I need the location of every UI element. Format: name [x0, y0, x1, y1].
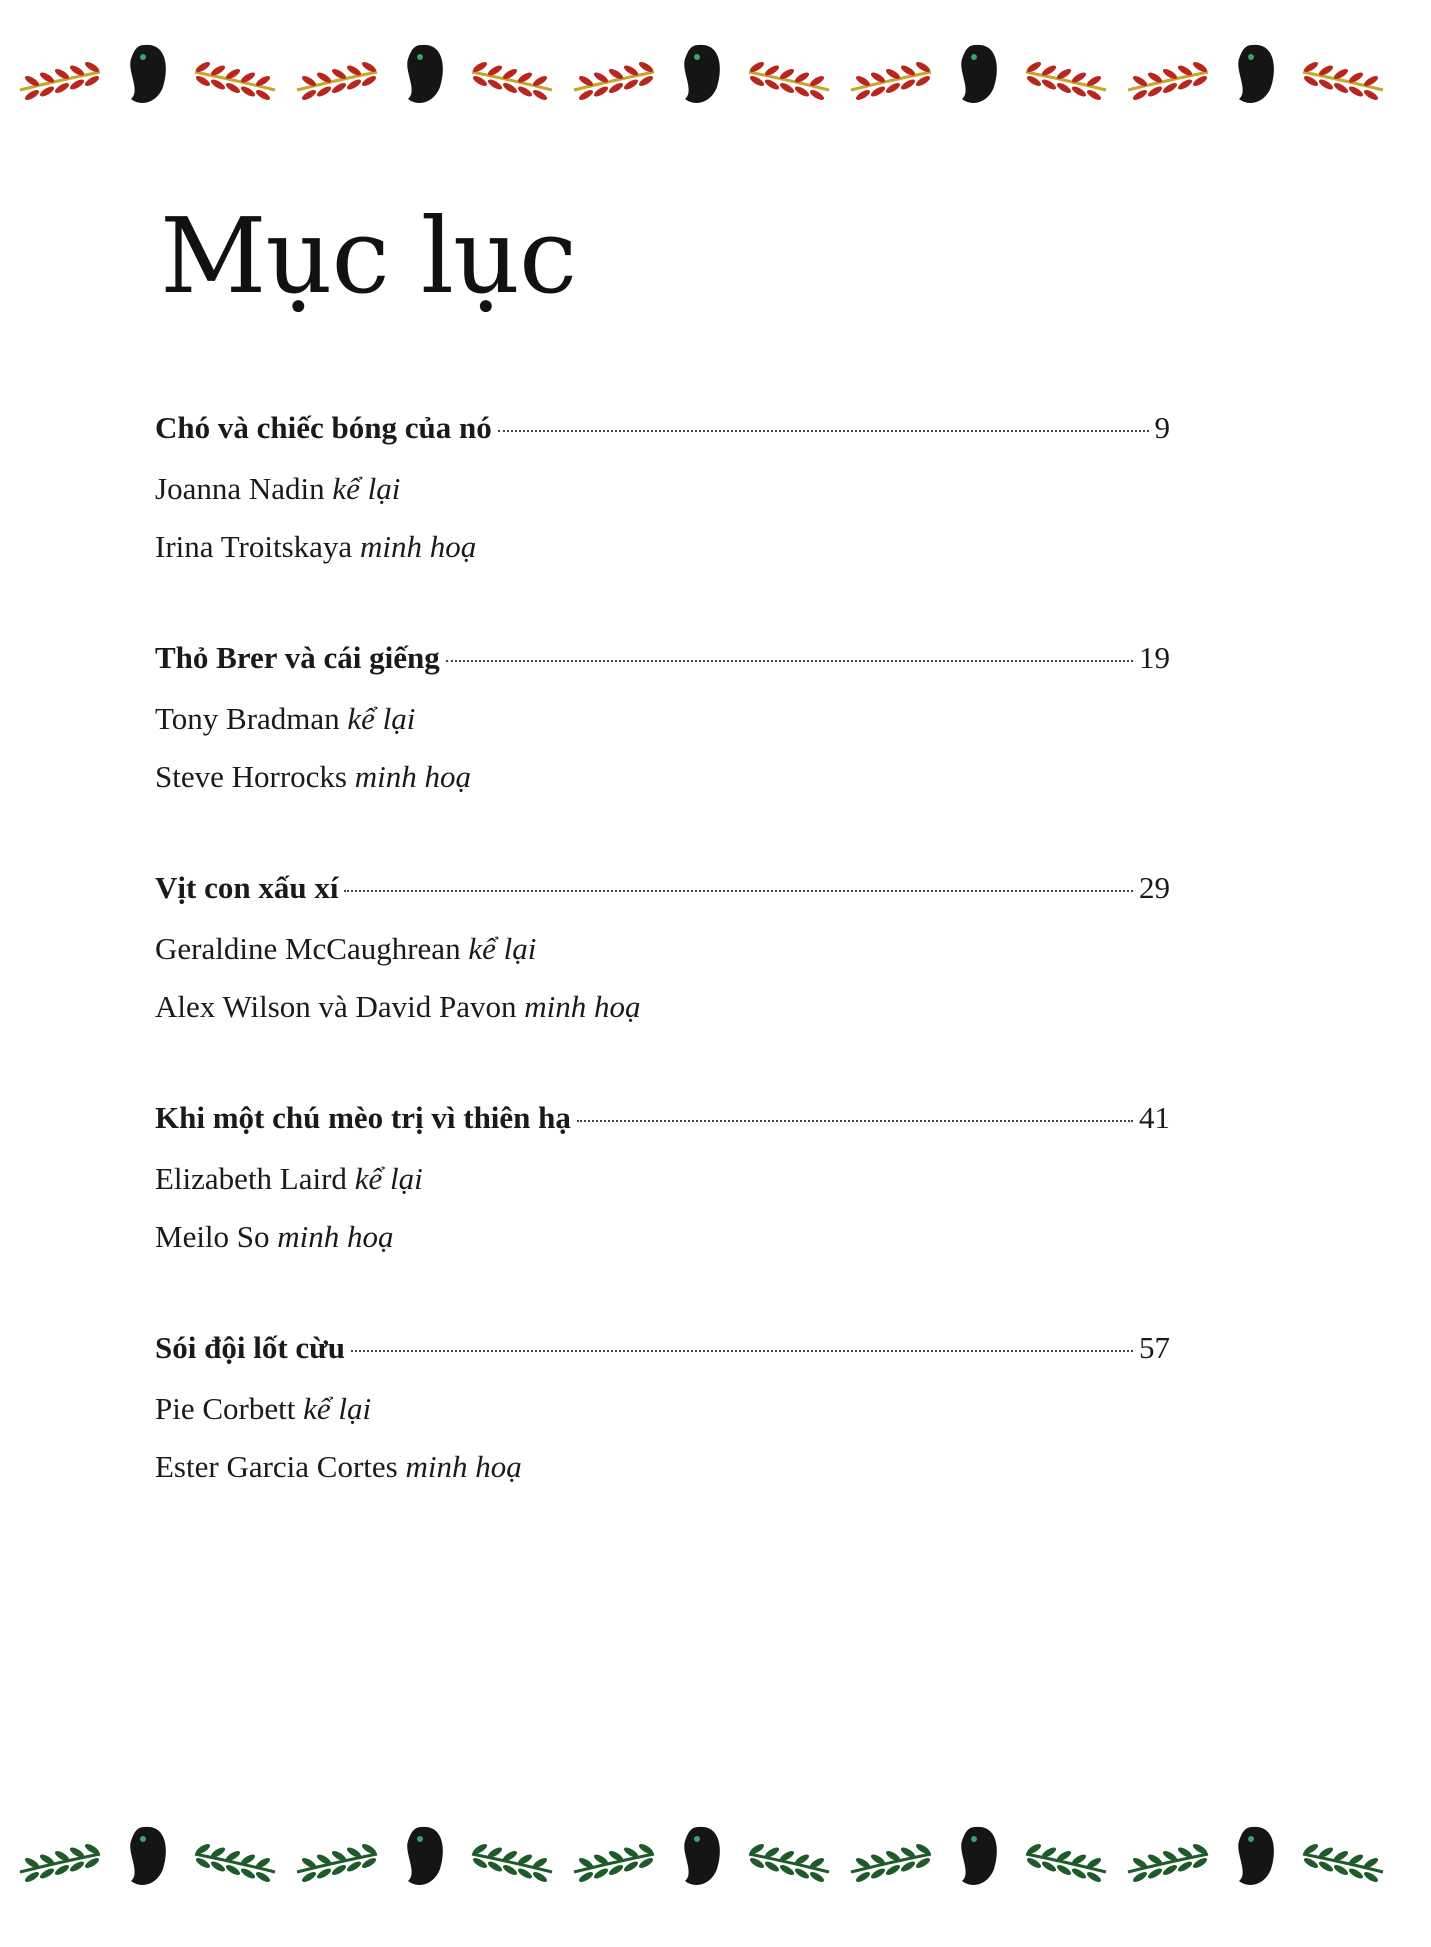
author-credit: [155, 1150, 1170, 1208]
toc-entry-page: 41: [1139, 1100, 1170, 1135]
top-border: [0, 28, 1431, 118]
border-motifs: [20, 1827, 1383, 1885]
author-credit: [155, 460, 1170, 518]
author-credit: [155, 1380, 1170, 1438]
toc-entry-page: 57: [1139, 1330, 1170, 1365]
toc-entry-title: Khi một chú mèo trị vì thiên hạ: [155, 1100, 571, 1135]
illustrator-role: minh hoạ: [405, 1449, 522, 1484]
border-motifs: [20, 45, 1383, 103]
author-role: kể lại: [354, 1161, 423, 1196]
bottom-border-pattern: [0, 1810, 1431, 1900]
toc-entry-title: Vịt con xấu xí: [155, 870, 339, 905]
dot-leader: [577, 1120, 1133, 1122]
illustrator-role: minh hoạ: [277, 1219, 394, 1254]
toc-entry-heading[interactable]: [155, 1330, 1170, 1380]
toc-entry-page: 9: [1154, 410, 1170, 445]
toc-entry-heading[interactable]: [155, 410, 1170, 460]
toc-entry: [155, 410, 1170, 640]
illustrator-name: Ester Garcia Cortes: [155, 1449, 398, 1484]
illustrator-role: minh hoạ: [524, 989, 641, 1024]
illustrator-credit: [155, 1208, 1170, 1266]
author-name: Joanna Nadin: [155, 471, 325, 506]
top-border-pattern: [0, 28, 1431, 118]
illustrator-name: Alex Wilson và David Pavon: [155, 989, 517, 1024]
author-role: kể lại: [468, 931, 537, 966]
dot-leader: [351, 1350, 1133, 1352]
toc-entry: [155, 1330, 1170, 1560]
page-title: Mục lục: [160, 195, 577, 317]
author-name: Geraldine McCaughrean: [155, 931, 461, 966]
illustrator-name: Irina Troitskaya: [155, 529, 353, 564]
toc-entry: [155, 870, 1170, 1100]
toc-entry-title: Sói đội lốt cừu: [155, 1330, 345, 1365]
author-role: kể lại: [332, 471, 401, 506]
toc-entry: [155, 1100, 1170, 1330]
toc-entry-page: 29: [1139, 870, 1170, 905]
dot-leader: [498, 430, 1149, 432]
illustrator-role: minh hoạ: [354, 759, 471, 794]
bottom-border: [0, 1810, 1431, 1900]
illustrator-credit: [155, 1438, 1170, 1496]
toc-entry-heading[interactable]: [155, 640, 1170, 690]
author-name: Tony Bradman: [155, 701, 340, 736]
author-name: Elizabeth Laird: [155, 1161, 347, 1196]
toc-entry-heading[interactable]: [155, 870, 1170, 920]
toc-entry-title: Chó và chiếc bóng của nó: [155, 410, 492, 445]
author-credit: [155, 920, 1170, 978]
toc-entry-heading[interactable]: [155, 1100, 1170, 1150]
author-role: kể lại: [347, 701, 416, 736]
illustrator-credit: [155, 748, 1170, 806]
author-credit: [155, 690, 1170, 748]
table-of-contents: [155, 410, 1170, 1560]
illustrator-credit: [155, 518, 1170, 576]
toc-entry-page: 19: [1139, 640, 1170, 675]
toc-entry: [155, 640, 1170, 870]
illustrator-credit: [155, 978, 1170, 1036]
author-name: Pie Corbett: [155, 1391, 296, 1426]
dot-leader: [446, 660, 1133, 662]
toc-entry-title: Thỏ Brer và cái giếng: [155, 640, 440, 675]
illustrator-name: Steve Horrocks: [155, 759, 347, 794]
illustrator-name: Meilo So: [155, 1219, 270, 1254]
dot-leader: [344, 890, 1133, 892]
author-role: kể lại: [303, 1391, 372, 1426]
illustrator-role: minh hoạ: [359, 529, 477, 564]
